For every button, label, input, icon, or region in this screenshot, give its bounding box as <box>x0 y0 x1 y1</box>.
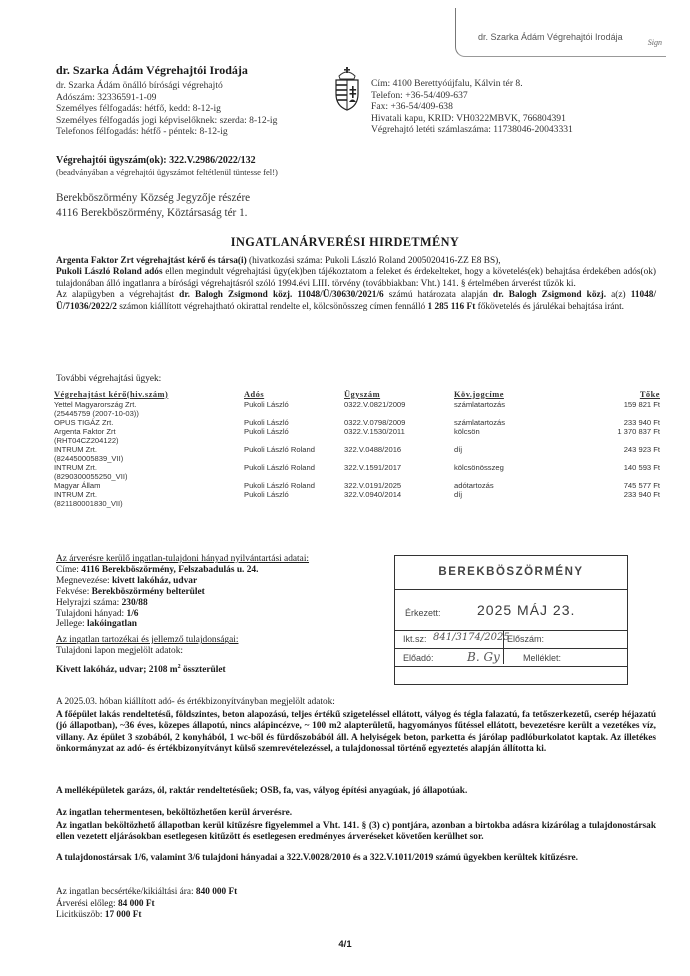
debtor-name: Pukoli László Roland adós <box>56 267 163 278</box>
column-header: Köv.jogcíme <box>454 389 504 399</box>
cell-case: 322.V.0191/2025 <box>344 481 402 490</box>
property-address <box>56 565 309 576</box>
creditor-line: Yettel Magyarország Zrt. <box>54 400 137 409</box>
cell-title: kölcsönösszeg <box>454 463 504 472</box>
cell-title: adótartozás <box>454 481 494 490</box>
features-heading: Az ingatlan tartozékai és jellemző tulajdonságai: <box>56 635 239 646</box>
property-data <box>56 554 309 676</box>
sheet-data-text: Kivett lakóház, udvar; 2108 m <box>56 665 178 676</box>
office-name: dr. Szarka Ádám Végrehajtói Irodája <box>56 63 248 77</box>
cell-case: 322.V.0488/2016 <box>344 445 402 454</box>
cell-creditor <box>52 490 242 508</box>
price-valuation <box>56 887 656 899</box>
addressee <box>56 191 250 220</box>
contact-details <box>371 78 573 136</box>
stamp-divider <box>395 589 627 590</box>
cell-creditor <box>52 427 242 445</box>
table-row <box>52 427 662 445</box>
creditor-line: OPUS TIGÁZ Zrt. <box>54 418 114 427</box>
property-plot <box>56 598 309 609</box>
table-row <box>52 481 662 490</box>
cell-debtor: Pukoli László <box>244 427 289 436</box>
property-heading: Az árverésre kerülő ingatlan-tulajdoni hányad nyilvántartási adatai: <box>56 554 310 564</box>
cell-title: díj <box>454 445 463 454</box>
addressee-line: Berekböszörmény Község Jegyzője részére <box>56 192 251 204</box>
cell-debtor: Pukoli László <box>244 490 289 499</box>
stamp-received-label: Érkezett: <box>405 608 441 618</box>
price-step <box>56 910 656 922</box>
creditor-line: (824450005839_VII) <box>54 454 124 463</box>
field-label: Megnevezése: <box>56 575 112 586</box>
office-line: Adószám: 32336591-1-09 <box>56 91 157 103</box>
price-value: 840 000 Ft <box>195 887 238 897</box>
field-value: 1/6 <box>126 608 139 619</box>
creditor-line: INTRUM Zrt. <box>54 445 98 454</box>
table-row <box>52 463 662 481</box>
stamp-town: BEREKBÖSZÖRMÉNY <box>438 566 584 578</box>
table-row <box>52 400 662 418</box>
field-label: Tulajdoni hányad: <box>56 608 127 619</box>
creditor-line: (821180001830_VII) <box>54 499 123 508</box>
cell-case: 0322.V.0798/2009 <box>344 418 406 427</box>
stamp-pre-label: Előszám: <box>507 634 545 644</box>
sheet-data <box>56 662 309 676</box>
cell-debtor: Pukoli László <box>244 418 289 427</box>
header-stamp-text: dr. Szarka Ádám Végrehajtói Irodája <box>478 32 623 42</box>
stamp-divider <box>395 630 627 631</box>
contact-line: Cím: 4100 Berettyóújfalu, Kálvin tér 8. <box>371 78 523 89</box>
sheet-data-sup: 2 <box>177 664 181 671</box>
cell-title: számlatartozás <box>454 418 506 427</box>
column-header: Tőke <box>639 389 660 399</box>
column-header: Ügyszám <box>344 389 381 399</box>
price-value: 17 000 Ft <box>104 910 142 921</box>
creditor-line: Argenta Faktor Zrt <box>54 427 116 436</box>
cell-amount: 233 940 Ft <box>623 418 660 427</box>
creditor-line: Magyar Állam <box>54 481 101 490</box>
cell-debtor: Pukoli László <box>244 400 289 409</box>
header-stamp <box>455 8 666 57</box>
cell-amount: 233 940 Ft <box>623 490 660 499</box>
table-row <box>52 445 662 463</box>
cell-case: 0322.V.1530/2011 <box>344 427 405 436</box>
contact-line: Hivatali kapu, KRID: VH0322MBVK, 766804391 <box>371 112 566 124</box>
stamp-handler-label: Előadó: <box>403 653 434 663</box>
cell-amount: 159 821 Ft <box>623 400 660 409</box>
valuation-details: A főépület lakás rendeltetésű, földszintes, beton alapozású, teljes értékű szigeteléssel ellátott, vályog és tégla falazatú, fa tetőszerkezetű, cserép héjazatú (jó állapotban), ~36 éves, közepes állapotú, nincs alápincézve, ~ 100 m2 alapterületű, hagyományos fűtéssel ellátott, bevezetésre került a vezetékes víz, villany. Az épület 3 szobából, 2 konyhából, 1 wc-ből és fürdőszobából áll. A helyiségek beton, parketta és járólap padlóburkolatot kaptak. Az illetékes önkormányzat az adó- és értékbizonyítványt külső szemrevételezéssel, a tulajdonossal történő egyeztetés alapján állította ki. <box>56 710 656 755</box>
cell-title: díj <box>454 490 463 499</box>
cell-title: kölcsön <box>454 427 480 436</box>
column-header: Adós <box>244 389 265 399</box>
property-type <box>56 619 309 630</box>
cell-creditor <box>52 400 242 418</box>
document-title: INGATLANÁRVERÉSI HIRDETMÉNY <box>230 235 460 249</box>
field-label: Helyrajzi száma: <box>56 597 122 608</box>
office-line: Telefonos félfogadás: hétfő - péntek: 8-12-ig <box>56 126 228 138</box>
cell-case: 0322.V.0821/2009 <box>344 400 406 409</box>
basis-text: Az alapügyben a végrehajtást <box>56 290 180 301</box>
field-label: Jellege: <box>56 619 87 630</box>
creditor-name: Argenta Faktor Zrt végrehajtást kérő és társa(i) <box>56 256 247 266</box>
cell-debtor: Pukoli László Roland <box>244 463 315 472</box>
contact-line: Fax: +36-54/409-638 <box>371 101 453 113</box>
basis-text: számú határozata alapján <box>383 290 493 301</box>
price-block <box>56 887 656 922</box>
cell-debtor: Pukoli László Roland <box>244 445 315 454</box>
contact-line: Telefon: +36-54/409-637 <box>371 89 468 101</box>
other-cases-table <box>52 388 662 508</box>
other-cases-heading: További végrehajtási ügyek: <box>56 374 162 384</box>
creditor-line: (8290300055250_VII) <box>54 472 128 481</box>
cell-creditor <box>52 481 242 490</box>
cell-case: 322.V.1591/2017 <box>344 463 402 472</box>
stamp-divider <box>395 648 627 649</box>
basis-text: főkövetelés és járulékai behajtása iránt. <box>475 301 624 312</box>
creditor-line: INTRUM Zrt. <box>54 463 98 472</box>
stamp-vdivider <box>503 630 504 664</box>
addressee-line: 4116 Berekböszörmény, Köztársaság tér 1. <box>56 206 248 219</box>
basis-court: dr. Balogh Zsigmond közj. 11048/Ü/30630/2021/6 <box>179 290 384 301</box>
debtor-text: ellen megindult végrehajtási ügy(ek)ben tájékoztatom a feleket és érdekelteket, hogy a követelés(ek) behajtása érdekében adós(ok) tulajdonában álló ingatlanra a bírósági végrehajtásról szóló 1994.évi LIII. törvény (továbbiakban: Vht.) 141. § értelmében árverést tűzök ki. <box>56 267 656 289</box>
cell-amount: 745 577 Ft <box>623 481 660 490</box>
cell-debtor: Pukoli László Roland <box>244 481 315 490</box>
valuation-outbuildings: A melléképületek garázs, ól, raktár rendeltetésűek; OSB, fa, vas, vályog építési anyagúak, jó állapotúak. <box>56 786 468 796</box>
creditor-line: INTRUM Zrt. <box>54 490 98 499</box>
stamp-attachment-label: Melléklet: <box>523 653 562 663</box>
price-label: Az ingatlan becsértéke/kikiáltási ára: <box>56 887 196 897</box>
cell-title: számlatartozás <box>454 400 506 409</box>
field-value: 230/88 <box>121 597 148 608</box>
valuation-intro: A 2025.03. hóban kiállított adó- és értékbizonyítványban megjelölt adatok: <box>56 697 335 707</box>
field-value: lakóingatlan <box>86 619 137 630</box>
property-name <box>56 576 309 587</box>
page-number: 4/1 <box>338 939 352 950</box>
basis-amount: 1 285 116 Ft <box>427 301 476 312</box>
cell-creditor <box>52 463 242 481</box>
office-line: dr. Szarka Ádám önálló bírósági végrehajtó <box>56 80 223 91</box>
terms-paragraph-3: A tulajdonostársak 1/6, valamint 3/6 tulajdoni hányadai a 322.V.0028/2010 és a 322.V.1011/2019 számú ügyekben kerültek kitűzésre. <box>56 853 578 863</box>
table-header-row <box>52 388 662 400</box>
coat-of-arms-icon <box>330 66 364 112</box>
office-details <box>56 80 277 138</box>
stamp-handler-hand: B. Gy <box>467 650 500 664</box>
column-header: Végrehajtást kérő(hiv.szám) <box>54 389 169 399</box>
cell-creditor <box>52 418 242 427</box>
basis-text: számon kiállított végrehajtható okirattal rendelte el, kölcsönösszeg címen fennálló <box>116 301 428 312</box>
office-line: Személyes félfogadás jogi képviselőknek: szerda: 8-12-ig <box>56 114 278 126</box>
sheet-data-tail: összterület <box>180 665 226 676</box>
case-number: Végrehajtói ügyszám(ok): 322.V.2986/2022/132 <box>56 155 256 166</box>
price-deposit <box>56 899 656 911</box>
price-label: Árverési előleg: <box>56 898 118 909</box>
cell-amount: 243 923 Ft <box>623 445 660 454</box>
property-share <box>56 609 309 620</box>
field-value: 4116 Berekböszörmény, Felszabadulás u. 24. <box>81 564 259 575</box>
field-label: Címe: <box>56 564 82 575</box>
cell-creditor <box>52 445 242 463</box>
case-note: (beadványában a végrehajtói ügyszámot feltétlenül tüntesse fel!) <box>56 167 278 177</box>
cell-case: 322.V.0940/2014 <box>344 490 402 499</box>
sheet-label: Tulajdoni lapon megjelölt adatok: <box>56 646 183 657</box>
price-label: Licitküszöb: <box>56 910 105 921</box>
cell-amount: 140 593 Ft <box>623 463 660 472</box>
terms-paragraph-2: Az ingatlan beköltözhető állapotban kerül kitűzésre figyelemmel a Vht. 141. § (3) c) pontjára, azonban a birtokba adásra kizárólag a tulajdonostársak ellen vezetett eljárásokban esetlegesen kitűzött és esetlegesen eredményes árveréseket követően kerülhet sor. <box>56 821 656 843</box>
property-location <box>56 587 309 598</box>
table-row <box>52 490 662 508</box>
stamp-reg-label: Ikt.sz: <box>403 634 427 644</box>
intro-paragraph <box>56 256 656 313</box>
stamp-received-date: 2025 MÁJ 23. <box>477 602 576 618</box>
basis-text: a(z) <box>606 290 631 301</box>
creditor-ref: (hivatkozási száma: Pukoli László Roland 2005020416-ZZ E8 BS), <box>246 256 501 266</box>
basis-document: 11048/Ü/71036/2022/2 <box>56 290 657 312</box>
table-row <box>52 418 662 427</box>
field-value: Berekböszörmény belterület <box>91 586 205 597</box>
basis-court: dr. Balogh Zsigmond közj. <box>492 290 607 301</box>
field-value: kivett lakóház, udvar <box>111 575 198 586</box>
office-line: Személyes félfogadás: hétfő, kedd: 8-12-ig <box>56 103 221 115</box>
header-stamp-signature: Sign <box>647 38 662 47</box>
stamp-reg-hand: 841/3174/2025 <box>433 632 510 643</box>
contact-line: Végrehajtó letéti számlaszáma: 11738046-20043331 <box>371 124 573 136</box>
creditor-line: (RHT04CZ204122) <box>54 436 119 445</box>
terms-paragraph-1: Az ingatlan tehermentesen, beköltözhetően kerül árverésre. <box>56 808 293 818</box>
received-stamp <box>394 555 628 685</box>
creditor-line: (25445759 (2007-10-03)) <box>54 409 139 418</box>
field-label: Fekvése: <box>56 586 92 597</box>
cell-amount: 1 370 837 Ft <box>617 427 660 436</box>
stamp-divider <box>395 666 627 667</box>
price-value: 84 000 Ft <box>117 898 155 909</box>
